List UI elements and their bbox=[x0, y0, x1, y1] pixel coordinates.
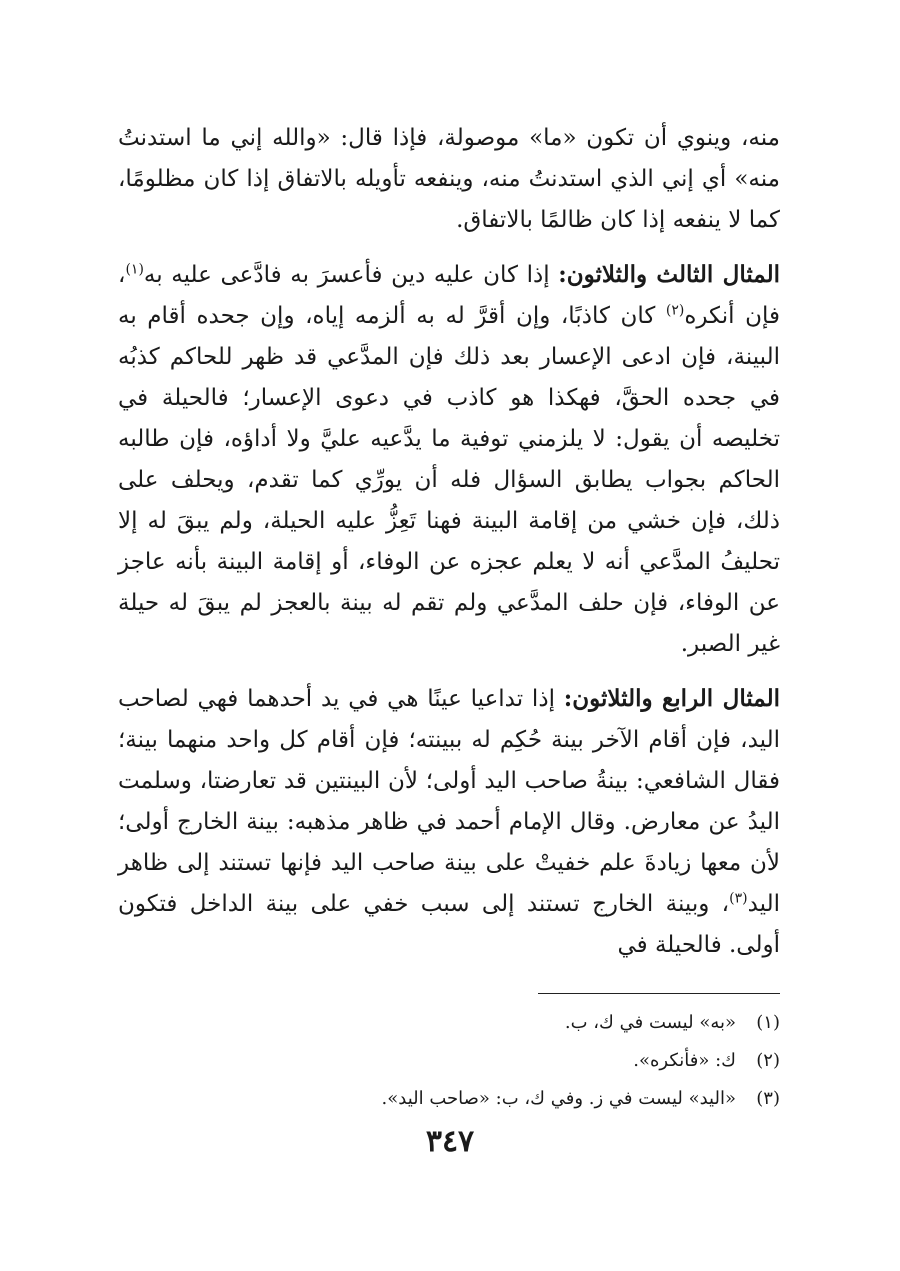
footnote-3 bbox=[118, 1080, 780, 1118]
paragraph-1 bbox=[118, 118, 780, 241]
footnote-2 bbox=[118, 1042, 780, 1080]
footnotes bbox=[118, 1004, 780, 1118]
example-34-text-b: ، وبينة الخارج تستند إلى سبب خفي على بينة الداخل فتكون أولى. فالحيلة في bbox=[118, 891, 780, 958]
footnote-ref-3[interactable]: (٣) bbox=[729, 890, 748, 907]
paragraph-1-text: منه، وينوي أن تكون «ما» موصولة، فإذا قال: «والله إني ما استدنتُ منه» أي إني الذي استدنتُ منه، وينفعه تأويله بالاتفاق إذا كان مظلومًا، كما لا ينفعه إذا كان ظالمًا بالاتفاق. bbox=[118, 125, 780, 233]
footnote-1 bbox=[118, 1004, 780, 1042]
example-33-text-c: كان كاذبًا، وإن أقرَّ له به ألزمه إياه، وإن جحده أقام به البينة، فإن ادعى الإعسار بعد ذلك فإن المدَّعي قد ظهر للحاكم كذبُه في جحده الحقَّ، فهكذا هو كاذب في دعوى الإعسار؛ فالحيلة في تخليصه أن يقول: لا يلزمني توفية ما يدَّعيه عليَّ ولا أداؤه، فإن طالبه الحاكم بجواب يطابق السؤال فله أن يورِّي كما تقدم، ويحلف على ذلك، فإن خشي من إقامة البينة فهنا تَعِزُّ عليه الحيلة، ولم يبقَ له إلا تحليفُ المدَّعي أنه لا يعلم عجزه عن الوفاء، أو إقامة البينة بأنه عاجز عن الوفاء، فإن حلف المدَّعي ولم تقم له بينة بالعجز لم يبقَ له حيلة غير الصبر. bbox=[118, 303, 780, 657]
footnote-3-number: (٣) bbox=[756, 1088, 780, 1109]
footnote-3-text: «اليد» ليست في ز. وفي ك، ب: «صاحب اليد». bbox=[381, 1088, 736, 1109]
footnote-2-text: ك: «فأنكره». bbox=[633, 1050, 736, 1071]
footnote-ref-2[interactable]: (٢) bbox=[665, 302, 685, 319]
footnote-ref-1[interactable]: (١) bbox=[125, 261, 144, 278]
example-33-text-a: إذا كان عليه دين فأعسرَ به فادَّعى عليه به bbox=[143, 262, 559, 288]
footnote-1-text: «به» ليست في ك، ب. bbox=[564, 1012, 736, 1033]
main-text bbox=[118, 118, 780, 966]
footnote-2-number: (٢) bbox=[756, 1050, 780, 1071]
example-34-heading: المثال الرابع والثلاثون: bbox=[563, 685, 780, 712]
example-33-text-b: ، فإن أنكره bbox=[118, 262, 780, 329]
footnote-1-number: (١) bbox=[756, 1012, 780, 1033]
paragraph-example-34 bbox=[118, 678, 780, 966]
example-34-text-a: إذا تداعيا عينًا هي في يد أحدهما فهي لصاحب اليد، فإن أقام الآخر بينة حُكِم له ببينته؛ فإن أقام كل واحد منهما بينة؛ فقال الشافعي: بينةُ صاحب اليد أولى؛ لأن البينتين قد تعارضتا، وسلمت اليدُ عن معارض. وقال الإمام أحمد في ظاهر مذهبه: بينة الخارج أولى؛ لأن معها زيادةَ علم خفيتْ على بينة صاحب اليد فإنها تستند إلى ظاهر اليد bbox=[118, 686, 780, 917]
example-33-heading: المثال الثالث والثلاثون: bbox=[558, 261, 780, 288]
page-number: ٣٤٧ bbox=[425, 1124, 475, 1159]
paragraph-example-33 bbox=[118, 254, 780, 665]
footnote-divider bbox=[538, 993, 780, 994]
